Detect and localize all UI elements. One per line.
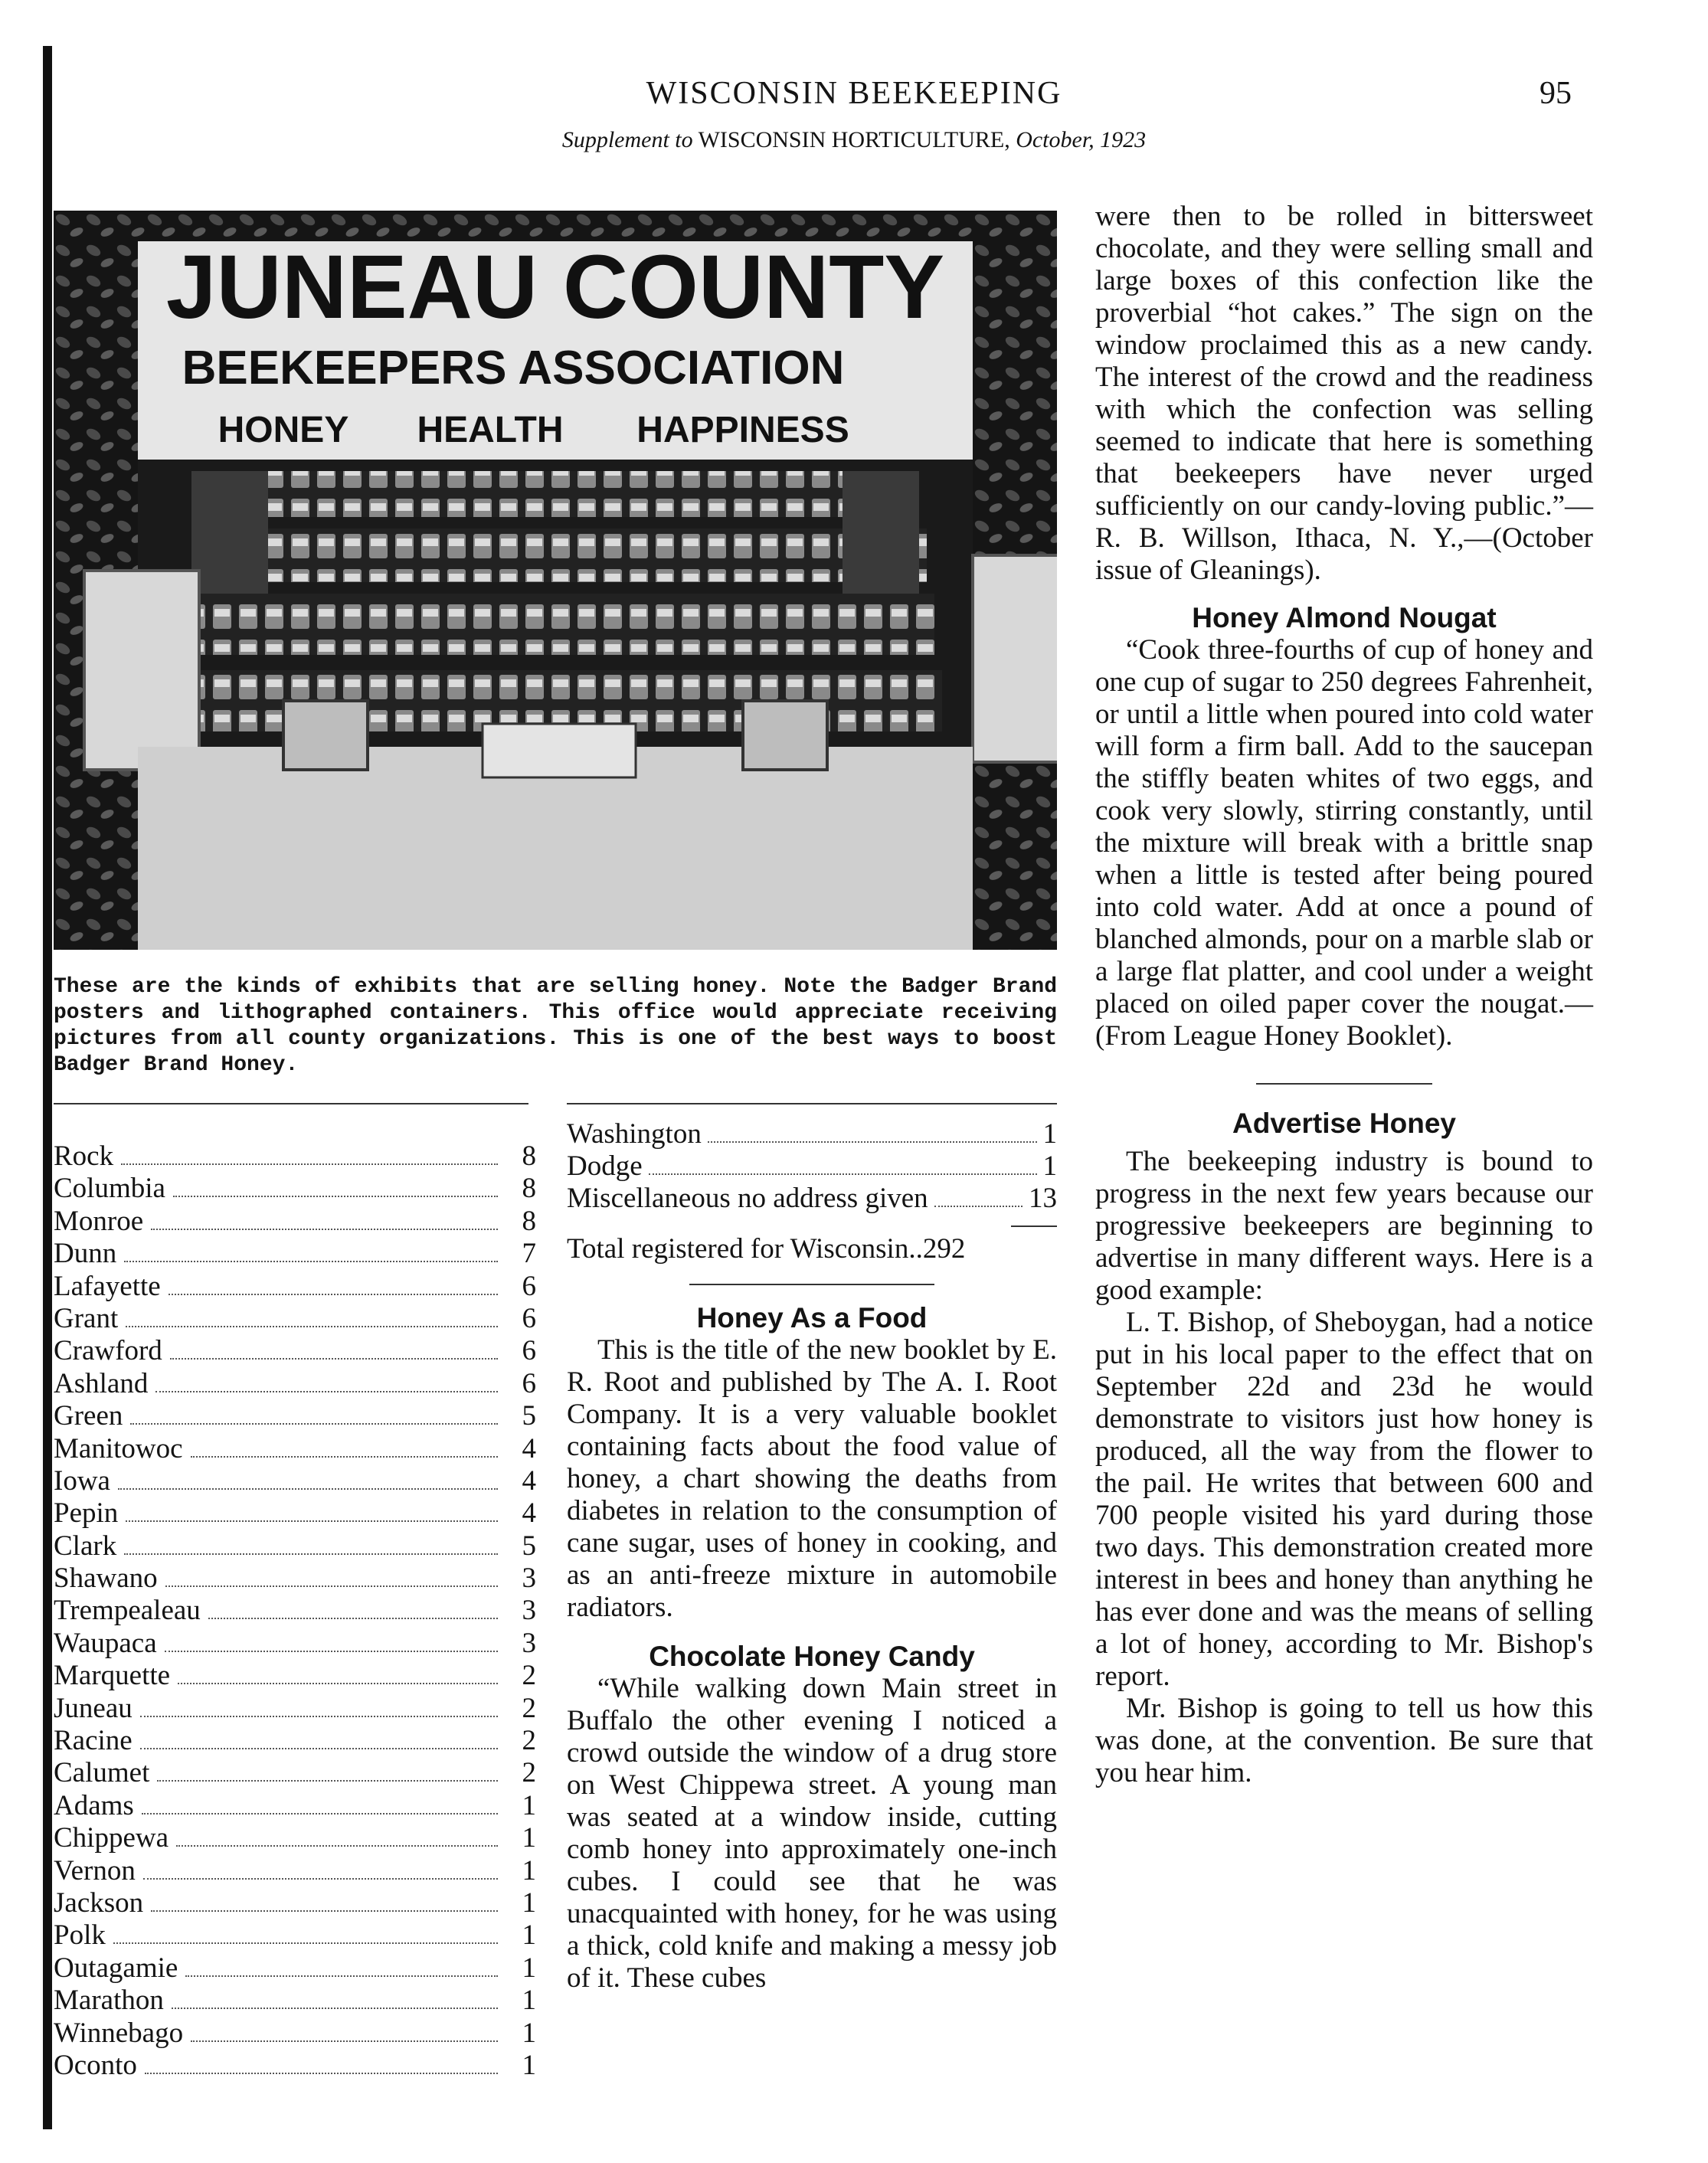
dot-leader [151,1229,498,1230]
dot-leader [185,1975,498,1977]
dot-leader [143,1878,498,1880]
county-name: Lafayette [54,1270,161,1302]
dot-leader [113,1942,498,1944]
dot-leader [124,1553,498,1555]
county-count: 1 [522,1789,536,1821]
county-row [54,1140,536,1172]
county-name: Ashland [54,1367,149,1399]
county-count: 2 [522,1725,536,1757]
chocolate-honey-candy-text: “While walking down Main street in Buffalo the other evening I noticed a crowd outside the window of a drug store on West Chippewa street. A young man was seated at a window inside, cutting comb honey into approximately one-inch cubes. I could see that he was unacquainted with honey, for he was using a thick, cold knife and making a messy job of it. These cubes [567,1673,1057,1994]
county-name: Juneau [54,1692,133,1724]
dot-leader [145,2073,498,2074]
county-name: Polk [54,1919,106,1952]
dot-leader [170,1358,498,1360]
county-name: Manitowoc [54,1432,183,1464]
advertise-honey-paragraph-1: The beekeeping industry is bound to progress in the next few years because our progressive beekeepers are beginning to advertise in many different ways. Here is a good example: [1095,1146,1593,1306]
county-row [54,1562,536,1594]
dot-leader [126,1326,498,1327]
county-count: 3 [522,1595,536,1627]
county-row [567,1150,1057,1183]
county-row [54,1237,536,1269]
sum-rule [1011,1225,1057,1227]
county-count: 3 [522,1563,536,1595]
dot-leader [124,1261,498,1262]
right-sign [843,471,919,594]
heading-advertise-honey: Advertise Honey [1232,1108,1456,1139]
running-title: WISCONSIN BEEKEEPING [646,76,1062,111]
county-count: 1 [1042,1150,1057,1182]
county-row [54,1821,536,1854]
county-count: 6 [522,1302,536,1334]
county-row [54,1886,536,1919]
county-count: 1 [522,1919,536,1952]
county-row [54,2049,536,2081]
page-scan-edge [43,46,52,2129]
county-count: 6 [522,1367,536,1399]
advertise-honey-paragraph-3: Mr. Bishop is going to tell us how this was done, at the convention. Be sure that you hear him. [1095,1693,1593,1788]
county-row [567,1118,1057,1150]
county-row [54,1172,536,1204]
dot-leader [130,1423,498,1425]
county-name: Trempealeau [54,1595,201,1627]
county-row [54,1854,536,1886]
county-count: 2 [522,1757,536,1789]
county-name: Monroe [54,1205,144,1237]
county-name: Adams [54,1789,134,1821]
total-value: 292 [922,1233,966,1265]
county-count: 1 [522,2017,536,2049]
dot-leader [165,1651,498,1652]
county-count: 8 [522,1205,536,1237]
county-count: 7 [522,1238,536,1270]
county-name: Outagamie [54,1952,178,1984]
county-count: 8 [522,1140,536,1172]
county-count: 1 [522,1854,536,1886]
county-name: Dunn [54,1238,117,1270]
dot-leader [649,1173,1037,1175]
county-list-continued [567,1118,1057,1215]
county-row [54,1789,536,1821]
dot-leader [142,1813,498,1814]
county-name: Jackson [54,1886,144,1919]
county-count: 2 [522,1692,536,1724]
county-row [54,1594,536,1626]
divider [567,1103,1057,1104]
dot-leader [934,1206,1023,1207]
county-row [54,1530,536,1562]
county-count: 4 [522,1497,536,1530]
divider [689,1284,934,1285]
subtitle-prefix: Supplement to [561,127,693,152]
heading-honey-as-a-food: Honey As a Food [696,1302,928,1333]
total-row [567,1233,1057,1265]
county-name: Miscellaneous no address given [567,1183,928,1214]
county-count: 4 [522,1432,536,1464]
heading-honey-almond-nougat: Honey Almond Nougat [1192,602,1497,633]
right-column [1095,201,1593,1789]
county-row [54,1464,536,1497]
photo-caption: These are the kinds of exhibits that are selling honey. Note the Badger Brand posters and lithographed containers. This office would appreciate receiving pictures from all county organizations. This is one of the best ways to boost Badger Brand Honey. [54,975,1057,1077]
banner-word-honey: HONEY [218,410,349,450]
county-row [54,1756,536,1788]
county-name: Dodge [567,1150,643,1182]
county-row [54,1205,536,1237]
county-row [54,1919,536,1951]
county-name: Rock [54,1140,114,1172]
county-name: Washington [567,1118,702,1150]
banner-word-health: HEALTH [417,410,564,450]
advertise-honey-paragraph-2: L. T. Bishop, of Sheboygan, had a notice put in his local paper to the effect that on September 22d and 23d he would demonstrate to visitors just how honey is produced, all the way from the flower to the pail. He writes that between 600 and 700 people visited his yard during those two days. This demonstration created more interest in bees and honey than anything he has ever done and was the means of selling a lot of honey, according to Mr. Bishop's report. [1095,1307,1593,1692]
county-name: Marathon [54,1985,164,2017]
county-count: 6 [522,1270,536,1302]
county-row [54,1399,536,1432]
county-count: 6 [522,1335,536,1367]
honey-as-a-food-text: This is the title of the new booklet by E. R. Root and published by The A. I. Root Company. It is a very valuable booklet containing facts about the food value of honey, a chart showing the deaths from diabetes in relation to the consumption of cane sugar, uses of honey in cooking, and as an anti-freeze mixture in automobile radiators. [567,1334,1057,1623]
county-count: 1 [522,1952,536,1984]
dot-leader [178,1683,498,1684]
county-count: 1 [1042,1118,1057,1150]
left-sign [191,471,268,594]
dot-leader [157,1780,498,1782]
county-count: 3 [522,1627,536,1659]
honey-pail [743,701,827,770]
county-name: Vernon [54,1854,136,1886]
dot-leader [140,1748,498,1749]
county-name: Columbia [54,1173,165,1205]
county-row [54,1270,536,1302]
jar-shelf [184,594,934,655]
divider [54,1103,528,1104]
exhibit-photo [54,211,1057,950]
county-count: 1 [522,1886,536,1919]
chocolate-honey-candy-continued: were then to be rolled in bittersweet chocolate, and they were selling small and large boxes of this confection like the proverbial “hot cakes.” The sign on the window proclaimed this as a new candy. The interest of the crowd and the readiness with which the confection was selling seemed to indicate that here is something that beekeepers have never urged sufficiently on our candy-loving public.”—R. B. Willson, Ithaca, N. Y.,—(October issue of Gleanings). [1095,201,1593,586]
subtitle [0,127,1708,153]
honey-pail [283,701,368,770]
heading-chocolate-honey-candy: Chocolate Honey Candy [649,1641,975,1672]
dot-leader [165,1585,498,1587]
county-count: 8 [522,1173,536,1205]
dot-leader [155,1391,498,1392]
dot-leader [173,1196,498,1197]
dot-leader [140,1716,498,1717]
county-name: Racine [54,1725,133,1757]
county-row [54,1692,536,1724]
jar-shelf [230,471,888,517]
banner-title: JUNEAU COUNTY [165,237,945,338]
county-row [54,1334,536,1366]
county-row [54,1724,536,1756]
display-box [483,724,636,777]
left-poster [84,571,199,770]
county-row [54,1302,536,1334]
banner-word-happiness: HAPPINESS [636,410,849,450]
dot-leader [176,1845,498,1847]
county-name: Calumet [54,1757,150,1789]
banner-subtitle: BEEKEEPERS ASSOCIATION [182,342,845,394]
subtitle-date: October, 1923 [1016,127,1147,152]
county-name: Clark [54,1530,117,1562]
county-name: Green [54,1400,123,1432]
county-row [54,1952,536,1984]
dot-leader [121,1163,498,1165]
county-name: Chippewa [54,1822,169,1854]
dot-leader [708,1141,1037,1143]
county-count: 2 [522,1660,536,1692]
county-count: 1 [522,1822,536,1854]
dot-leader [191,2040,498,2042]
county-count: 1 [522,1985,536,2017]
county-name: Crawford [54,1335,162,1367]
county-row [54,1627,536,1659]
county-registration-list [54,1140,536,2081]
county-row [54,1367,536,1399]
county-row [54,2017,536,2049]
county-name: Iowa [54,1464,110,1497]
subtitle-main: WISCONSIN HORTICULTURE, [698,127,1010,152]
exhibit-photo-drawing [54,211,1057,950]
dot-leader [191,1456,498,1458]
right-poster [973,555,1057,762]
county-count: 5 [522,1400,536,1432]
dot-leader [151,1910,498,1912]
middle-column [567,1118,1057,1994]
divider [1256,1083,1432,1085]
dot-leader [172,2008,498,2009]
total-label: Total registered for Wisconsin.. [567,1233,923,1265]
county-row [54,1659,536,1691]
county-row [567,1183,1057,1215]
county-row [54,1984,536,2016]
honey-almond-nougat-text: “Cook three-fourths of cup of honey and one cup of sugar to 250 degrees Fahrenheit, or until a little when poured into cold water will form a firm ball. Add to the saucepan the stiffly beaten whites of two eggs, and cook very slowly, stirring constantly, until the mixture will break with a brittle snap when a little is tested after being poured into cold water. Add at once a pound of blanched almonds, pour on a marble slab or a large flat platter, and cool under a weight placed on oiled paper cover the nougat.—(From League Honey Booklet). [1095,634,1593,1052]
dot-leader [118,1488,498,1490]
county-count: 1 [522,2049,536,2081]
county-row [54,1432,536,1464]
county-name: Waupaca [54,1627,157,1659]
dot-leader [126,1520,498,1522]
county-count: 5 [522,1530,536,1562]
county-name: Shawano [54,1563,158,1595]
jar-shelf [191,528,927,582]
county-name: Grant [54,1302,119,1334]
county-name: Winnebago [54,2017,184,2049]
county-name: Oconto [54,2049,137,2081]
county-row [54,1497,536,1529]
dot-leader [208,1618,498,1619]
county-count: 4 [522,1464,536,1497]
county-name: Pepin [54,1497,119,1530]
county-name: Marquette [54,1660,171,1692]
county-count: 13 [1029,1183,1057,1214]
page-number: 95 [1539,76,1572,111]
dot-leader [169,1294,498,1295]
